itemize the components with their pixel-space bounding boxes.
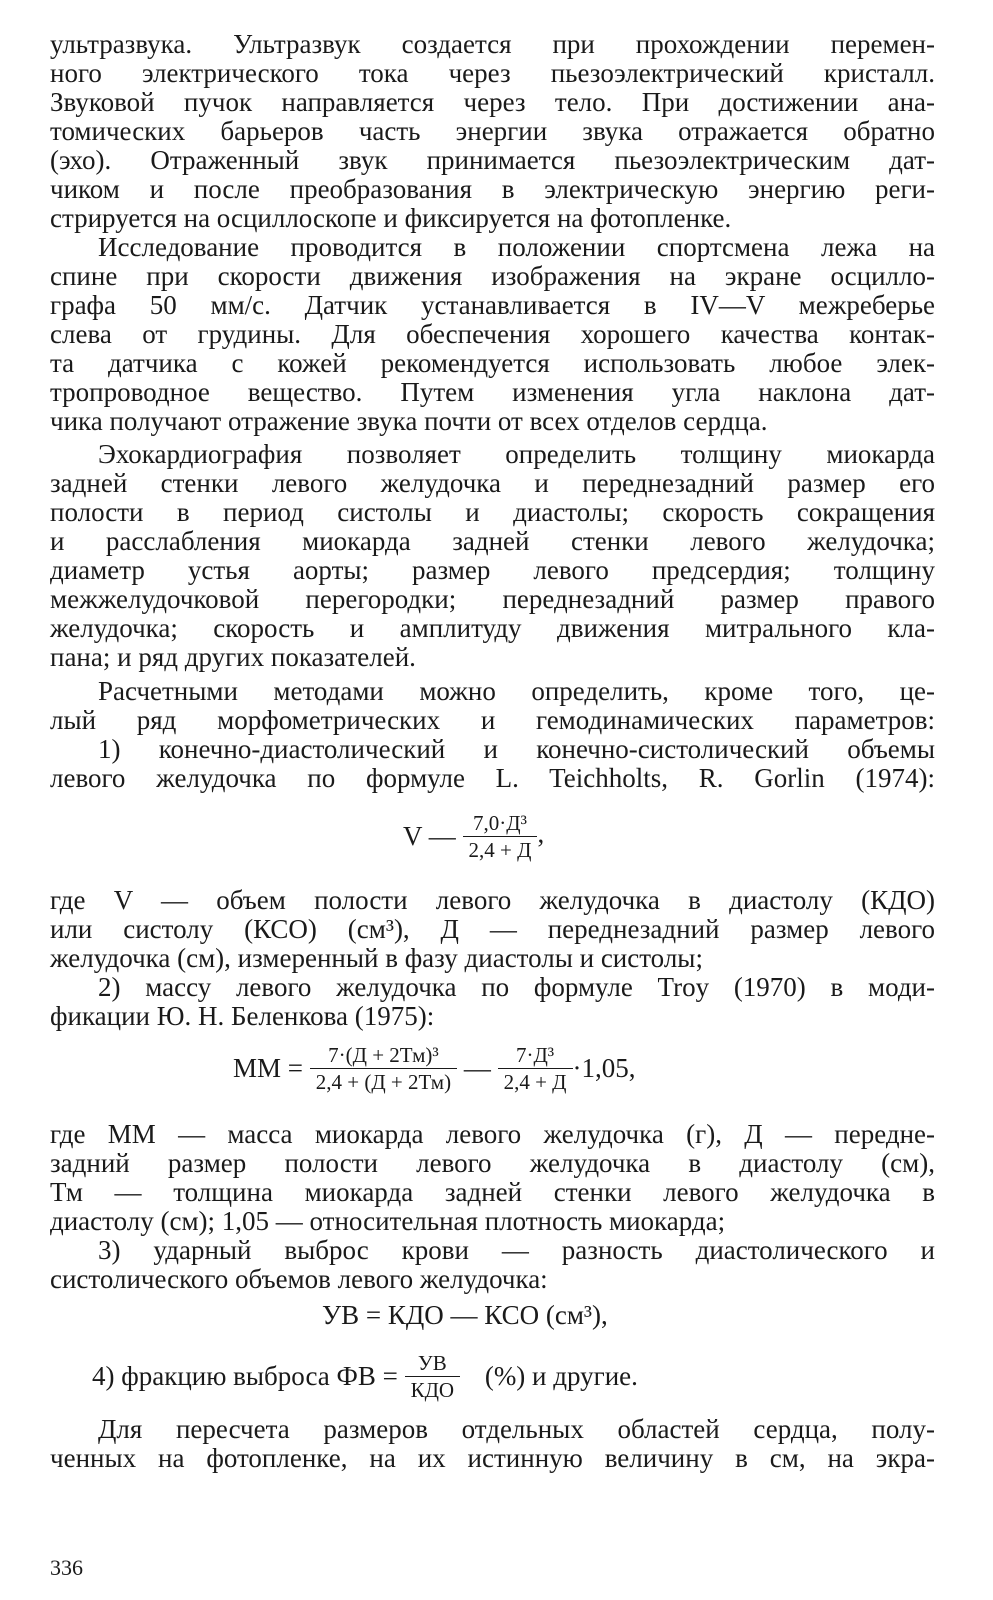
- text-line: межжелудочковой перегородки; переднезадний размер правого: [50, 584, 935, 614]
- fraction-numerator: 7·Д³: [515, 1043, 555, 1067]
- paragraph-echocardiography: [50, 440, 935, 672]
- text-line: где V — объем полости левого желудочка в диастолу (КДО): [50, 885, 935, 915]
- formula-tail: ·1,05,: [572, 1053, 636, 1083]
- fraction-numerator: УВ: [417, 1351, 447, 1375]
- formula-tail: ,: [537, 818, 545, 849]
- text-line: Исследование проводится в положении спортсмена лежа на: [98, 232, 935, 262]
- page-number: 336: [50, 1555, 83, 1580]
- text-line: чиком и после преобразования в электрическую энергию реги-: [50, 174, 935, 204]
- text-line: левого желудочка по формуле L. Teichholts, R. Gorlin (1974):: [50, 763, 935, 793]
- text-line: спине при скорости движения изображения на экране осцилло-: [50, 261, 935, 291]
- text-line: 3) ударный выброс крови — разность диастолического и: [98, 1235, 935, 1265]
- text-line: Тм — толщина миокарда задней стенки левого желудочка в: [50, 1177, 935, 1207]
- text-line: ультразвука. Ультразвук создается при прохождении перемен-: [50, 29, 935, 59]
- formula-mass: [233, 1042, 636, 1095]
- text-line: ченных на фотопленке, на их истинную величину в см, на экра-: [50, 1443, 935, 1473]
- text-line: или систолу (КСО) (см³), Д — переднезадний размер левого: [50, 914, 935, 944]
- text-line: томических барьеров часть энергии звука отражается обратно: [50, 116, 935, 146]
- text-line: желудочка (см), измеренный в фазу диастолы и систолы;: [50, 943, 703, 973]
- text-line: Эхокардиография позволяет определить толщину миокарда: [98, 439, 935, 469]
- text-line: 1) конечно-диастолический и конечно-систолический объемы: [98, 734, 935, 764]
- formula-ejection-fraction: [92, 1350, 638, 1403]
- text-line: графа 50 мм/с. Датчик устанавливается в IV—V межреберье: [50, 290, 935, 320]
- text-line: слева от грудины. Для обеспечения хорошего качества контак-: [50, 319, 935, 349]
- formula-fraction: [463, 810, 538, 863]
- fraction-numerator: 7·(Д + 2Тм)³: [328, 1043, 439, 1067]
- text-line: систолического объемов левого желудочка:: [50, 1264, 548, 1294]
- text-line: тропроводное вещество. Путем изменения угла наклона дат-: [50, 377, 935, 407]
- text-line: полости в период систолы и диастолы; скорость сокращения: [50, 497, 935, 527]
- formula-fraction: [310, 1042, 457, 1095]
- fraction-denominator: 2,4 + Д: [498, 1068, 573, 1095]
- text-line: и расслабления миокарда задней стенки левого желудочка;: [50, 526, 935, 556]
- formula-fraction: [405, 1350, 461, 1403]
- fraction-denominator: КДО: [405, 1376, 461, 1403]
- fraction-denominator: 2,4 + Д: [463, 836, 538, 863]
- text-line: Звуковой пучок направляется через тело. При достижении ана-: [50, 87, 935, 117]
- paragraph-ultrasound: [50, 30, 935, 233]
- formula-lhs: ММ =: [233, 1053, 303, 1083]
- paragraph-procedure: [50, 233, 935, 436]
- paragraph-calculations: [50, 677, 935, 793]
- formula-lhs: V —: [403, 821, 456, 851]
- fraction-denominator: 2,4 + (Д + 2Тм): [310, 1068, 457, 1095]
- text-line: где ММ — масса миокарда левого желудочка (г), Д — передне-: [50, 1119, 935, 1149]
- text-line: пана; и ряд других показателей.: [50, 642, 416, 672]
- text-line: стрируется на осциллоскопе и фиксируется на фотопленке.: [50, 203, 732, 233]
- text-line: лый ряд морфометрических и гемодинамических параметров:: [50, 705, 935, 735]
- formula-prefix: 4) фракцию выброса ФВ =: [92, 1361, 398, 1391]
- text-line: ного электрического тока через пьезоэлектрический кристалл.: [50, 58, 935, 88]
- formula-suffix: (%) и другие.: [484, 1361, 638, 1391]
- text-line: желудочка; скорость и амплитуду движения митрального кла-: [50, 613, 935, 643]
- text-line: диастолу (см); 1,05 — относительная плотность миокарда;: [50, 1206, 726, 1236]
- fraction-numerator: 7,0·Д³: [473, 811, 527, 835]
- text-line: (эхо). Отраженный звук принимается пьезоэлектрическим дат-: [50, 145, 935, 175]
- text-line: Для пересчета размеров отдельных областей сердца, полу-: [98, 1414, 935, 1444]
- text-line: чика получают отражение звука почти от всех отделов сердца.: [50, 406, 768, 436]
- text-line: фикации Ю. Н. Беленкова (1975):: [50, 1001, 435, 1031]
- formula-operator: —: [463, 1053, 491, 1083]
- text-line: диаметр устья аорты; размер левого предсердия; толщину: [50, 555, 935, 585]
- formula-volume: [403, 810, 544, 863]
- formula-stroke-volume: УВ = КДО — КСО (см³),: [322, 1300, 608, 1330]
- paragraph-volume-definition: [50, 886, 935, 1031]
- paragraph-conversion: [50, 1415, 935, 1473]
- text-line: задний размер полости левого желудочка в диастолу (см),: [50, 1148, 935, 1178]
- text-line: задней стенки левого желудочка и переднезадний размер его: [50, 468, 935, 498]
- formula-fraction: [498, 1042, 573, 1095]
- text-line: та датчика с кожей рекомендуется использовать любое элек-: [50, 348, 935, 378]
- paragraph-mass-definition: [50, 1120, 935, 1294]
- text-line: 2) массу левого желудочка по формуле Troy (1970) в моди-: [98, 972, 935, 1002]
- text-line: Расчетными методами можно определить, кроме того, це-: [98, 676, 935, 706]
